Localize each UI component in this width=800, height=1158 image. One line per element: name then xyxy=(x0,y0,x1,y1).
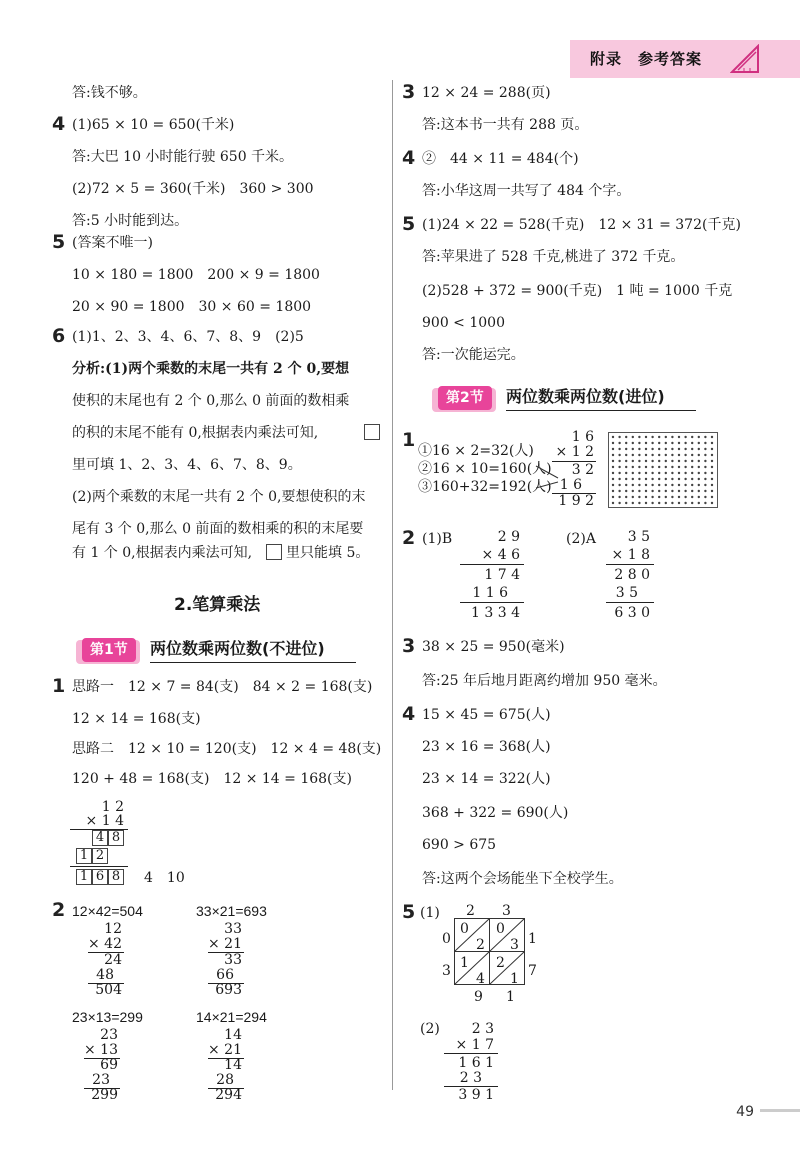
vm-row: 693 xyxy=(215,982,242,998)
answer-line: 690 > 675 xyxy=(422,837,497,853)
sub-label: (1)B xyxy=(422,531,453,547)
answer-line: 答:大巴 10 小时能行驶 650 千米。 xyxy=(72,149,294,165)
vm-line xyxy=(606,602,654,603)
column-divider xyxy=(392,80,393,1090)
answer-line: 900 < 1000 xyxy=(422,315,505,331)
question-number: 4 xyxy=(52,113,66,135)
section-badge: 第1节 xyxy=(82,638,136,662)
vm-row: 1 9 2 xyxy=(558,493,594,509)
question-number: 4 xyxy=(402,703,416,725)
vm-line xyxy=(606,564,654,565)
vm-row: 1 6 1 xyxy=(458,1055,494,1071)
vm-row: 12 xyxy=(104,921,122,937)
digit-box: 1 xyxy=(76,869,92,885)
vm-row: 14 xyxy=(224,1057,242,1073)
answer-line: (2)528 + 372 = 900(千克) 1 吨 = 1000 千克 xyxy=(422,283,733,299)
answer-line: 思路一 12 × 7 = 84(支) 84 × 2 = 168(支) xyxy=(72,679,373,695)
question-number: 5 xyxy=(402,901,416,923)
digit-box: 4 xyxy=(92,830,108,846)
vm-row: 504 xyxy=(95,982,122,998)
lattice-cell: 2 xyxy=(496,955,505,971)
answer-line: 答:25 年后地月距离约增加 950 毫米。 xyxy=(422,673,667,689)
vm-line xyxy=(460,564,524,565)
vm-row: 1 3 3 4 xyxy=(471,605,520,621)
vm-row: 3 5 xyxy=(627,529,650,545)
sub-label: (1) xyxy=(420,905,440,921)
vm-row: 2 9 xyxy=(497,529,520,545)
vm-row: 1 2 xyxy=(101,799,124,815)
vm-row: 1 6 xyxy=(559,477,582,493)
lattice-cell: 3 xyxy=(510,937,519,953)
analysis-line: 分析:(1)两个乘数的末尾一共有 2 个 0,要想 xyxy=(72,361,350,377)
equation: 14×21=294 xyxy=(196,1009,267,1025)
analysis-line: (2)两个乘数的末尾一共有 2 个 0,要想使积的末 xyxy=(72,489,366,505)
answer-line: (1)24 × 22 = 528(千克) 12 × 31 = 372(千克) xyxy=(422,217,741,233)
section-badge: 第2节 xyxy=(438,386,492,410)
question-number: 5 xyxy=(52,231,66,253)
vm-row: × 42 xyxy=(88,936,122,952)
vm-row: × 1 8 xyxy=(611,547,650,563)
answer-line: 思路二 12 × 10 = 120(支) 12 × 4 = 48(支) xyxy=(72,741,382,757)
answer-line: 20 × 90 = 1800 30 × 60 = 1800 xyxy=(72,299,312,315)
header-title: 附录 参考答案 xyxy=(590,50,703,68)
sub-label: (2) xyxy=(420,1021,440,1037)
answer-line: 答:这两个会场能坐下全校学生。 xyxy=(422,871,623,887)
vm-row: 1 6 xyxy=(571,429,594,445)
section-title: 2.笔算乘法 xyxy=(174,595,261,615)
digit-box: 1 xyxy=(76,848,92,864)
vm-row: × 1 4 xyxy=(85,813,124,829)
connector-lines xyxy=(534,458,564,498)
section-subtitle: 两位数乘两位数(进位) xyxy=(506,387,665,406)
vm-line xyxy=(70,866,128,867)
lattice-cell: 1 xyxy=(510,971,519,987)
digit-box: 2 xyxy=(92,848,108,864)
lattice-cell: 1 xyxy=(460,955,469,971)
subtitle-underline xyxy=(150,662,356,663)
digit-box: 8 xyxy=(108,830,124,846)
vm-row: 294 xyxy=(215,1087,242,1103)
vm-row: 48 xyxy=(96,967,114,983)
answer-line: 38 × 25 = 950(毫米) xyxy=(422,639,565,655)
vm-row: 6 3 0 xyxy=(614,605,650,621)
subtitle-underline xyxy=(506,410,696,411)
answer-line: (答案不唯一) xyxy=(72,235,153,251)
vm-row: 1 7 4 xyxy=(484,567,520,583)
answer-line: 答:这本书一共有 288 页。 xyxy=(422,117,589,133)
answer-line: 10 × 180 = 1800 200 × 9 = 1800 xyxy=(72,267,320,283)
question-number: 3 xyxy=(402,635,416,657)
answer-line: 23 × 16 = 368(人) xyxy=(422,739,551,755)
lattice-cell: 0 xyxy=(460,921,469,937)
answer-line: (1)65 × 10 = 650(千米) xyxy=(72,117,235,133)
analysis-line: 里可填 1、2、3、4、6、7、8、9。 xyxy=(72,457,302,473)
lattice-top-digit: 2 xyxy=(466,903,475,919)
header-bar xyxy=(570,40,800,78)
vm-row: × 13 xyxy=(84,1042,118,1058)
lattice-bottom-digit: 1 xyxy=(506,989,515,1005)
vm-row: × 1 2 xyxy=(555,444,594,460)
answer-line: ② 44 × 11 = 484(个) xyxy=(422,151,579,167)
answer-line: 23 × 14 = 322(人) xyxy=(422,771,551,787)
question-number: 1 xyxy=(402,429,416,451)
equation: 33×21=693 xyxy=(196,903,267,919)
answer-line: 368 + 322 = 690(人) xyxy=(422,805,569,821)
step-line: ①16 × 2=32(人) xyxy=(418,443,534,459)
analysis-line: 里只能填 5。 xyxy=(286,545,370,561)
lattice-left-digit: 3 xyxy=(442,963,451,979)
vm-row: 3 9 1 xyxy=(458,1087,494,1103)
digit-box: 6 xyxy=(92,869,108,885)
vm-row: 2 8 0 xyxy=(614,567,650,583)
lattice-cell: 0 xyxy=(496,921,505,937)
dot-array-icon xyxy=(608,432,718,508)
vm-row: × 1 7 xyxy=(455,1037,494,1053)
analysis-line: 使积的末尾也有 2 个 0,那么 0 前面的数相乘 xyxy=(72,393,350,409)
page-number: 49 xyxy=(736,1104,754,1120)
answer-line: 12 × 14 = 168(支) xyxy=(72,711,201,727)
vm-line xyxy=(460,602,524,603)
lattice-cell: 2 xyxy=(476,937,485,953)
vm-row: 3 2 xyxy=(571,462,594,478)
answer-line: 答:5 小时能到达。 xyxy=(72,213,189,229)
lattice-cell: 4 xyxy=(476,971,485,987)
question-number: 1 xyxy=(52,675,66,697)
vm-row: 23 xyxy=(100,1027,118,1043)
vm-row: × 4 6 xyxy=(481,547,520,563)
analysis-line: 尾有 3 个 0,那么 0 前面的数相乘的积的末尾要 xyxy=(72,521,364,537)
vm-row: 2 3 xyxy=(471,1021,494,1037)
answer-line: 15 × 45 = 675(人) xyxy=(422,707,551,723)
answer-line: 答:小华这周一共写了 484 个字。 xyxy=(422,183,631,199)
vm-row: 33 xyxy=(224,921,242,937)
answer-line: 12 × 24 = 288(页) xyxy=(422,85,551,101)
analysis-line: 的积的末尾不能有 0,根据表内乘法可知, xyxy=(72,425,319,441)
vm-row: × 21 xyxy=(208,1042,242,1058)
blank-box xyxy=(364,424,380,440)
vm-row: 299 xyxy=(91,1087,118,1103)
vm-row: 1 1 6 xyxy=(472,585,508,601)
answer-line: 答:钱不够。 xyxy=(72,85,147,101)
ruler-pencil-icon xyxy=(730,44,762,74)
answer-line: 120 + 48 = 168(支) 12 × 14 = 168(支) xyxy=(72,771,352,787)
step-line: ③160+32=192(人) xyxy=(418,479,552,495)
question-number: 6 xyxy=(52,325,66,347)
question-number: 5 xyxy=(402,213,416,235)
sub-label: (2)A xyxy=(566,531,596,547)
answer-line: (2)72 × 5 = 360(千米) 360 > 300 xyxy=(72,181,314,197)
vm-row: 28 xyxy=(216,1072,234,1088)
answer-line: (1)1、2、3、4、6、7、8、9 (2)5 xyxy=(72,329,304,345)
vm-row: 66 xyxy=(216,967,234,983)
vm-row: 69 xyxy=(100,1057,118,1073)
vm-row: 14 xyxy=(224,1027,242,1043)
question-number: 4 xyxy=(402,147,416,169)
lattice-bottom-digit: 9 xyxy=(474,989,483,1005)
lattice-right-digit: 1 xyxy=(528,931,537,947)
page-bar xyxy=(760,1109,800,1112)
vm-row: 23 xyxy=(92,1072,110,1088)
lattice-top-digit: 3 xyxy=(502,903,511,919)
answer-line: 答:一次能运完。 xyxy=(422,347,525,363)
lattice-right-digit: 7 xyxy=(528,963,537,979)
vm-row: 33 xyxy=(224,952,242,968)
question-number: 2 xyxy=(402,527,416,549)
vm-row: 2 3 xyxy=(459,1070,482,1086)
vm-row: 24 xyxy=(104,952,122,968)
question-number: 2 xyxy=(52,899,66,921)
section-subtitle: 两位数乘两位数(不进位) xyxy=(150,639,325,658)
blank-box xyxy=(266,544,282,560)
question-number: 3 xyxy=(402,81,416,103)
vm-row: 3 5 xyxy=(615,585,638,601)
analysis-line: 有 1 个 0,根据表内乘法可知, xyxy=(72,545,253,561)
answer-line: 答:苹果进了 528 千克,桃进了 372 千克。 xyxy=(422,249,685,265)
equation: 23×13=299 xyxy=(72,1009,143,1025)
vm-row: × 21 xyxy=(208,936,242,952)
digit-box: 8 xyxy=(108,869,124,885)
lattice-left-digit: 0 xyxy=(442,931,451,947)
step-line: ②16 × 10=160(人) xyxy=(418,461,552,477)
equation: 12×42=504 xyxy=(72,903,143,919)
vm-extra: 4 10 xyxy=(144,870,185,886)
